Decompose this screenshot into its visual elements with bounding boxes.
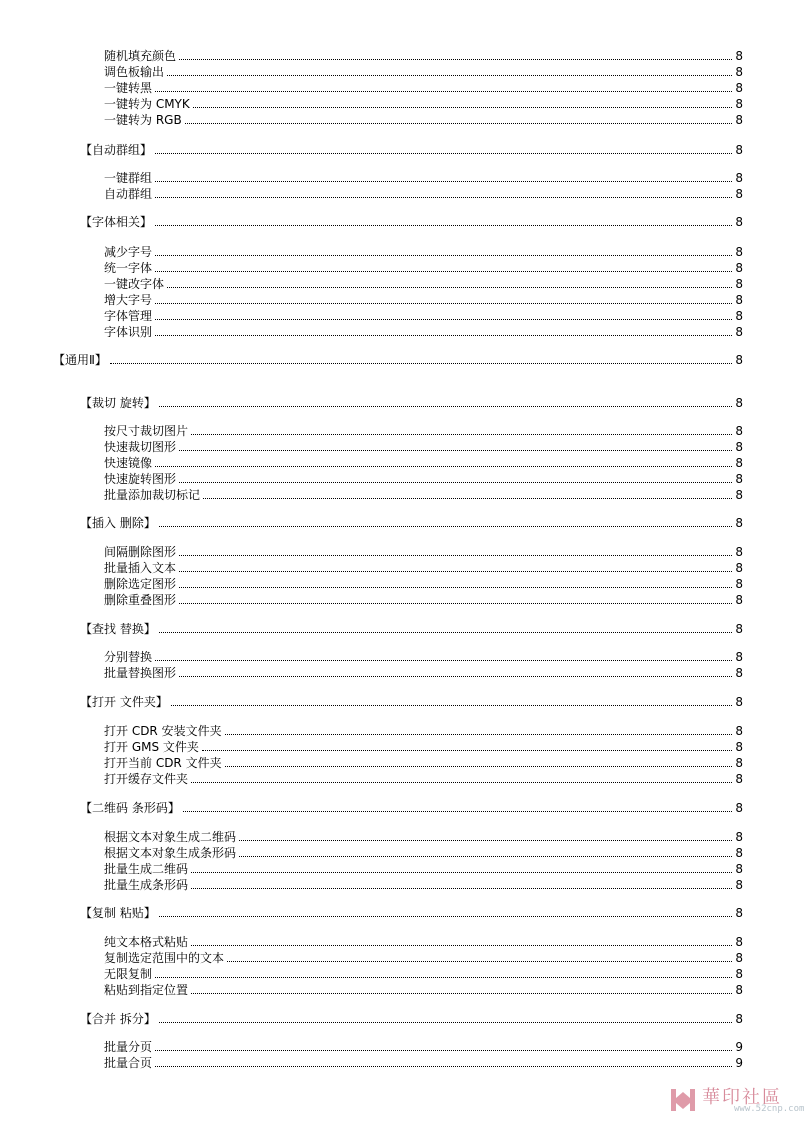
dot-leader bbox=[155, 1050, 732, 1051]
toc-entry-label: 【插入 删除】 bbox=[80, 516, 156, 530]
dot-leader bbox=[179, 482, 732, 483]
toc-entry-label: 打开缓存文件夹 bbox=[104, 772, 189, 786]
dot-leader bbox=[179, 587, 732, 588]
toc-entry[interactable] bbox=[104, 324, 743, 340]
toc-entry-label: 【复制 粘贴】 bbox=[80, 906, 156, 920]
toc-entry-label: 统一字体 bbox=[104, 261, 153, 275]
dot-leader bbox=[159, 916, 733, 917]
toc-entry-label: 一键群组 bbox=[104, 171, 153, 185]
toc-entry-page: 8 bbox=[735, 353, 743, 367]
toc-entry-page: 8 bbox=[735, 97, 743, 111]
toc-entry-page: 8 bbox=[735, 772, 743, 786]
toc-entry[interactable] bbox=[104, 739, 743, 755]
toc-entry[interactable] bbox=[104, 934, 743, 950]
dot-leader bbox=[155, 660, 732, 661]
toc-entry[interactable] bbox=[104, 982, 743, 998]
toc-entry[interactable] bbox=[104, 877, 743, 893]
dot-leader bbox=[239, 840, 732, 841]
toc-entry-label: 分别替换 bbox=[104, 650, 153, 664]
dot-leader bbox=[155, 255, 732, 256]
toc-entry-page: 9 bbox=[735, 1056, 743, 1070]
dot-leader bbox=[225, 734, 733, 735]
toc-entry-page: 8 bbox=[735, 740, 743, 754]
toc-entry[interactable] bbox=[104, 439, 743, 455]
dot-leader bbox=[191, 434, 732, 435]
toc-entry-label: 批量生成二维码 bbox=[104, 862, 189, 876]
toc-entry-page: 8 bbox=[735, 935, 743, 949]
toc-entry-page: 8 bbox=[735, 593, 743, 607]
toc-entry-page: 8 bbox=[735, 516, 743, 530]
toc-section-heading[interactable] bbox=[80, 905, 743, 921]
dot-leader bbox=[225, 766, 733, 767]
dot-leader bbox=[179, 571, 732, 572]
toc-entry[interactable] bbox=[104, 845, 743, 861]
toc-entry-label: 一键转为 RGB bbox=[104, 113, 182, 127]
dot-leader bbox=[179, 676, 732, 677]
toc-entry-label: 随机填充颜色 bbox=[104, 49, 177, 63]
toc-entry-label: 快速镜像 bbox=[104, 456, 153, 470]
toc-entry-label: 复制选定范围中的文本 bbox=[104, 951, 225, 965]
toc-entry-page: 8 bbox=[735, 967, 743, 981]
dot-leader bbox=[179, 555, 732, 556]
toc-entry-label: 打开 GMS 文件夹 bbox=[104, 740, 199, 754]
toc-entry-label: 减少字号 bbox=[104, 245, 153, 259]
toc-entry[interactable] bbox=[104, 560, 743, 576]
dot-leader bbox=[155, 466, 732, 467]
toc-entry[interactable] bbox=[104, 592, 743, 608]
toc-entry-label: 根据文本对象生成二维码 bbox=[104, 830, 237, 844]
watermark-url: www.52cnp.com bbox=[734, 1104, 804, 1114]
toc-entry-page: 8 bbox=[735, 577, 743, 591]
toc-entry-page: 8 bbox=[735, 846, 743, 860]
toc-entry[interactable] bbox=[104, 487, 743, 503]
toc-entry[interactable] bbox=[104, 276, 743, 292]
toc-entry[interactable] bbox=[104, 170, 743, 186]
toc-section-heading[interactable] bbox=[80, 1011, 743, 1027]
toc-entry-page: 8 bbox=[735, 49, 743, 63]
dot-leader bbox=[155, 319, 732, 320]
dot-leader bbox=[155, 335, 732, 336]
dot-leader bbox=[179, 603, 732, 604]
toc-section-heading[interactable] bbox=[80, 694, 743, 710]
toc-entry[interactable] bbox=[104, 471, 743, 487]
toc-entry-label: 批量合页 bbox=[104, 1056, 153, 1070]
toc-entry-page: 8 bbox=[735, 862, 743, 876]
toc-entry[interactable] bbox=[104, 1055, 743, 1071]
toc-entry-page: 8 bbox=[735, 440, 743, 454]
toc-entry-page: 8 bbox=[735, 666, 743, 680]
toc-entry-label: 【自动群组】 bbox=[80, 143, 153, 157]
toc-entry-page: 8 bbox=[735, 906, 743, 920]
dot-leader bbox=[167, 75, 732, 76]
toc-section-heading[interactable] bbox=[80, 515, 743, 531]
dot-leader bbox=[155, 1066, 732, 1067]
dot-leader bbox=[191, 872, 732, 873]
toc-entry-page: 8 bbox=[735, 143, 743, 157]
toc-entry-page: 8 bbox=[735, 951, 743, 965]
toc-entry[interactable] bbox=[104, 771, 743, 787]
toc-entry-label: 删除重叠图形 bbox=[104, 593, 177, 607]
toc-entry-page: 8 bbox=[735, 245, 743, 259]
toc-entry-label: 自动群组 bbox=[104, 187, 153, 201]
toc-entry[interactable] bbox=[104, 96, 743, 112]
toc-section-heading[interactable] bbox=[80, 800, 743, 816]
toc-entry-page: 8 bbox=[735, 472, 743, 486]
toc-entry-page: 8 bbox=[735, 309, 743, 323]
toc-entry-page: 8 bbox=[735, 261, 743, 275]
dot-leader bbox=[155, 303, 732, 304]
toc-entry-label: 【裁切 旋转】 bbox=[80, 396, 156, 410]
toc-entry[interactable] bbox=[104, 308, 743, 324]
dot-leader bbox=[155, 91, 732, 92]
toc-entry-label: 批量插入文本 bbox=[104, 561, 177, 575]
toc-entry-page: 8 bbox=[735, 277, 743, 291]
dot-leader bbox=[193, 107, 733, 108]
toc-entry-page: 8 bbox=[735, 695, 743, 709]
dot-leader bbox=[179, 450, 732, 451]
dot-leader bbox=[159, 1022, 733, 1023]
dot-leader bbox=[183, 811, 733, 812]
toc-entry-page: 8 bbox=[735, 983, 743, 997]
toc-entry-label: 一键转为 CMYK bbox=[104, 97, 190, 111]
dot-leader bbox=[239, 856, 732, 857]
toc-entry[interactable] bbox=[104, 186, 743, 202]
toc-entry-label: 【查找 替换】 bbox=[80, 622, 156, 636]
toc-entry-page: 8 bbox=[735, 650, 743, 664]
toc-entry-label: 字体管理 bbox=[104, 309, 153, 323]
toc-section-heading[interactable] bbox=[80, 395, 743, 411]
toc-entry-page: 8 bbox=[735, 622, 743, 636]
toc-entry[interactable] bbox=[104, 455, 743, 471]
toc-entry-label: 批量添加裁切标记 bbox=[104, 488, 201, 502]
toc-entry[interactable] bbox=[104, 966, 743, 982]
toc-entry-label: 【打开 文件夹】 bbox=[80, 695, 168, 709]
toc-entry-label: 调色板输出 bbox=[104, 65, 165, 79]
toc-entry-page: 8 bbox=[735, 187, 743, 201]
toc-entry-page: 8 bbox=[735, 81, 743, 95]
toc-entry[interactable] bbox=[104, 80, 743, 96]
toc-entry-label: 粘贴到指定位置 bbox=[104, 983, 189, 997]
toc-entry-label: 打开当前 CDR 文件夹 bbox=[104, 756, 222, 770]
toc-entry-page: 8 bbox=[735, 171, 743, 185]
watermark-title: 華印社區 bbox=[702, 1087, 782, 1108]
toc-entry-page: 8 bbox=[735, 424, 743, 438]
toc-entry[interactable] bbox=[104, 665, 743, 681]
toc-entry-page: 8 bbox=[735, 215, 743, 229]
toc-entry-label: 【字体相关】 bbox=[80, 215, 153, 229]
dot-leader bbox=[110, 363, 732, 364]
dot-leader bbox=[171, 705, 733, 706]
dot-leader bbox=[155, 197, 732, 198]
dot-leader bbox=[179, 59, 732, 60]
toc-entry-page: 8 bbox=[735, 65, 743, 79]
toc-entry-label: 【通用Ⅱ】 bbox=[53, 353, 107, 367]
toc-entry-page: 8 bbox=[735, 488, 743, 502]
dot-leader bbox=[191, 782, 732, 783]
toc-entry[interactable] bbox=[104, 576, 743, 592]
toc-entry-label: 【合并 拆分】 bbox=[80, 1012, 156, 1026]
toc-entry-label: 快速裁切图形 bbox=[104, 440, 177, 454]
toc-entry-label: 批量替换图形 bbox=[104, 666, 177, 680]
toc-entry[interactable] bbox=[104, 260, 743, 276]
toc-entry-label: 字体识别 bbox=[104, 325, 153, 339]
dot-leader bbox=[227, 961, 732, 962]
toc-entry[interactable] bbox=[104, 723, 743, 739]
toc-entry-label: 批量分页 bbox=[104, 1040, 153, 1054]
dot-leader bbox=[155, 181, 732, 182]
dot-leader bbox=[191, 888, 732, 889]
dot-leader bbox=[167, 287, 732, 288]
toc-entry[interactable] bbox=[104, 112, 743, 128]
dot-leader bbox=[159, 406, 733, 407]
toc-entry[interactable] bbox=[104, 544, 743, 560]
toc-entry-page: 8 bbox=[735, 113, 743, 127]
toc-chapter-heading[interactable] bbox=[53, 352, 743, 368]
toc-entry-page: 8 bbox=[735, 756, 743, 770]
dot-leader bbox=[155, 225, 732, 226]
dot-leader bbox=[159, 526, 733, 527]
toc-entry[interactable] bbox=[104, 1039, 743, 1055]
toc-section-heading[interactable] bbox=[80, 621, 743, 637]
huayin-logo-icon bbox=[668, 1083, 698, 1115]
toc-entry-label: 无限复制 bbox=[104, 967, 153, 981]
toc-entry[interactable] bbox=[104, 48, 743, 64]
toc-entry[interactable] bbox=[104, 244, 743, 260]
toc-entry-label: 一键改字体 bbox=[104, 277, 165, 291]
dot-leader bbox=[159, 632, 733, 633]
toc-entry-page: 8 bbox=[735, 545, 743, 559]
toc-entry[interactable] bbox=[104, 950, 743, 966]
toc-entry-label: 按尺寸裁切图片 bbox=[104, 424, 189, 438]
toc-entry[interactable] bbox=[104, 649, 743, 665]
toc-entry-label: 根据文本对象生成条形码 bbox=[104, 846, 237, 860]
toc-entry-page: 9 bbox=[735, 1040, 743, 1054]
toc-entry[interactable] bbox=[104, 861, 743, 877]
toc-entry-page: 8 bbox=[735, 561, 743, 575]
toc-entry-page: 8 bbox=[735, 724, 743, 738]
toc-entry-page: 8 bbox=[735, 293, 743, 307]
dot-leader bbox=[203, 498, 732, 499]
toc-entry-page: 8 bbox=[735, 801, 743, 815]
dot-leader bbox=[185, 123, 733, 124]
toc-entry-page: 8 bbox=[735, 396, 743, 410]
toc-entry-label: 【二维码 条形码】 bbox=[80, 801, 180, 815]
toc-entry[interactable] bbox=[104, 423, 743, 439]
dot-leader bbox=[202, 750, 732, 751]
dot-leader bbox=[155, 977, 732, 978]
toc-entry[interactable] bbox=[104, 829, 743, 845]
toc-entry[interactable] bbox=[104, 64, 743, 80]
toc-section-heading[interactable] bbox=[80, 214, 743, 230]
toc-entry-label: 增大字号 bbox=[104, 293, 153, 307]
dot-leader bbox=[155, 271, 732, 272]
toc-entry-label: 一键转黑 bbox=[104, 81, 153, 95]
toc-entry-label: 删除选定图形 bbox=[104, 577, 177, 591]
toc-entry-label: 快速旋转图形 bbox=[104, 472, 177, 486]
toc-entry-label: 打开 CDR 安装文件夹 bbox=[104, 724, 222, 738]
toc-section-heading[interactable] bbox=[80, 142, 743, 158]
toc-entry[interactable] bbox=[104, 755, 743, 771]
dot-leader bbox=[191, 945, 732, 946]
toc-entry-page: 8 bbox=[735, 1012, 743, 1026]
toc-entry-page: 8 bbox=[735, 325, 743, 339]
toc-entry-label: 批量生成条形码 bbox=[104, 878, 189, 892]
toc-entry[interactable] bbox=[104, 292, 743, 308]
toc-entry-page: 8 bbox=[735, 456, 743, 470]
toc-entry-page: 8 bbox=[735, 878, 743, 892]
dot-leader bbox=[191, 993, 732, 994]
watermark bbox=[668, 1083, 804, 1119]
toc-entry-page: 8 bbox=[735, 830, 743, 844]
toc-entry-label: 纯文本格式粘贴 bbox=[104, 935, 189, 949]
dot-leader bbox=[155, 153, 732, 154]
toc-entry-label: 间隔删除图形 bbox=[104, 545, 177, 559]
